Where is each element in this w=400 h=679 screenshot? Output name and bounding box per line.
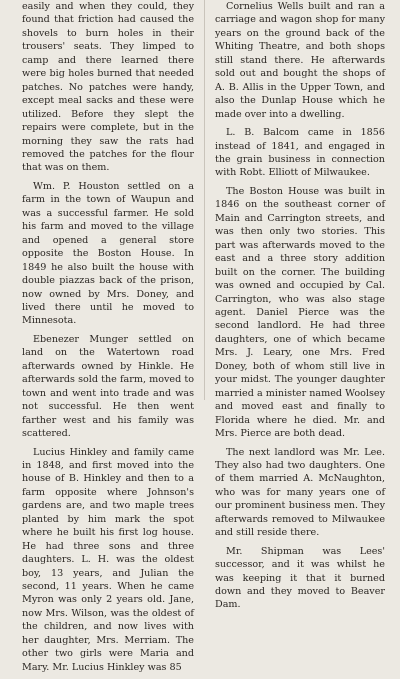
article-paragraph: Wm. P. Houston settled on a farm in the town of Waupun and was a successful farmer. He sold his farm and moved to the village and opened a general store opposite the Boston House. In 1849 he also built the house with double piazzas back of the prison, now owned by Mrs. Doney, and lived there until he moved to Minnesota. — [22, 180, 194, 327]
article-paragraph: Lucius Hinkley and family came in 1848, and first moved into the house of B. Hinkley and then to a farm opposite where Johnson's gardens are, and two maple trees planted by him mark the spot where he built his first log house. He had three sons and three daughters. L. H. was the oldest boy, 13 years, and Julian the second, 11 years. When he came Myron was only 2 years old. Jane, now Mrs. Wilson, was the oldest of the children, and now lives with her daughter, Mrs. Merriam. The other two girls were Maria and Mary. Mr. Lucius Hinkley was 85 — [22, 446, 194, 673]
column-divider — [204, 0, 205, 400]
right-column — [215, 0, 385, 617]
article-paragraph: easily and when they could, they found that friction had caused the shovels to burn holes in their trousers' seats. They limped to camp and there learned there were big holes burned that needed patches. No patches were handy, except meal sacks and these were utilized. Before they slept the repairs were complete, but in the morning they saw the rats had removed the patches for the flour that was on them. — [22, 1, 194, 174]
article-paragraph: Mr. Shipman was Lees' successor, and it was whilst he was keeping it that it burned down and they moved to Beaver Dam. — [215, 545, 385, 611]
article-paragraph: Cornelius Wells built and ran a carriage and wagon shop for many years on the ground back of the Whiting Theatre, and both shops still stand there. He afterwards sold out and bought the shops of A. B. Allis in the Upper Town, and also the Dunlap House which he made over into a dwelling. — [215, 1, 385, 120]
left-column — [22, 0, 194, 679]
article-paragraph: L. B. Balcom came in 1856 instead of 1841, and engaged in the grain business in connection with Robt. Elliott of Milwaukee. — [215, 127, 385, 179]
article-paragraph: The Boston House was built in 1846 on the southeast corner of Main and Carrington streets, and was then only two stories. This part was afterwards moved to the east and a three story addition built on the corner. The building was owned and occupied by Cal. Carrington, who was also stage agent. Daniel Pierce was the second landlord. He had three daughters, one of which became Mrs. J. Leary, one Mrs. Fred Doney, both of whom still live in your midst. The younger daughter married a minister named Woolsey and moved east and finally to Florida where he died. Mr. and Mrs. Pierce are both dead. — [215, 185, 385, 440]
article-paragraph: Ebenezer Munger settled on land on the Watertown road afterwards owned by Hinkle. He afterwards sold the farm, moved to town and went into trade and was not successful. He then went farther west and his family was scattered. — [22, 333, 194, 440]
article-paragraph: The next landlord was Mr. Lee. They also had two daughters. One of them married A. McNaughton, who was for many years one of our prominent business men. They afterwards removed to Milwaukee and still reside there. — [215, 446, 385, 539]
